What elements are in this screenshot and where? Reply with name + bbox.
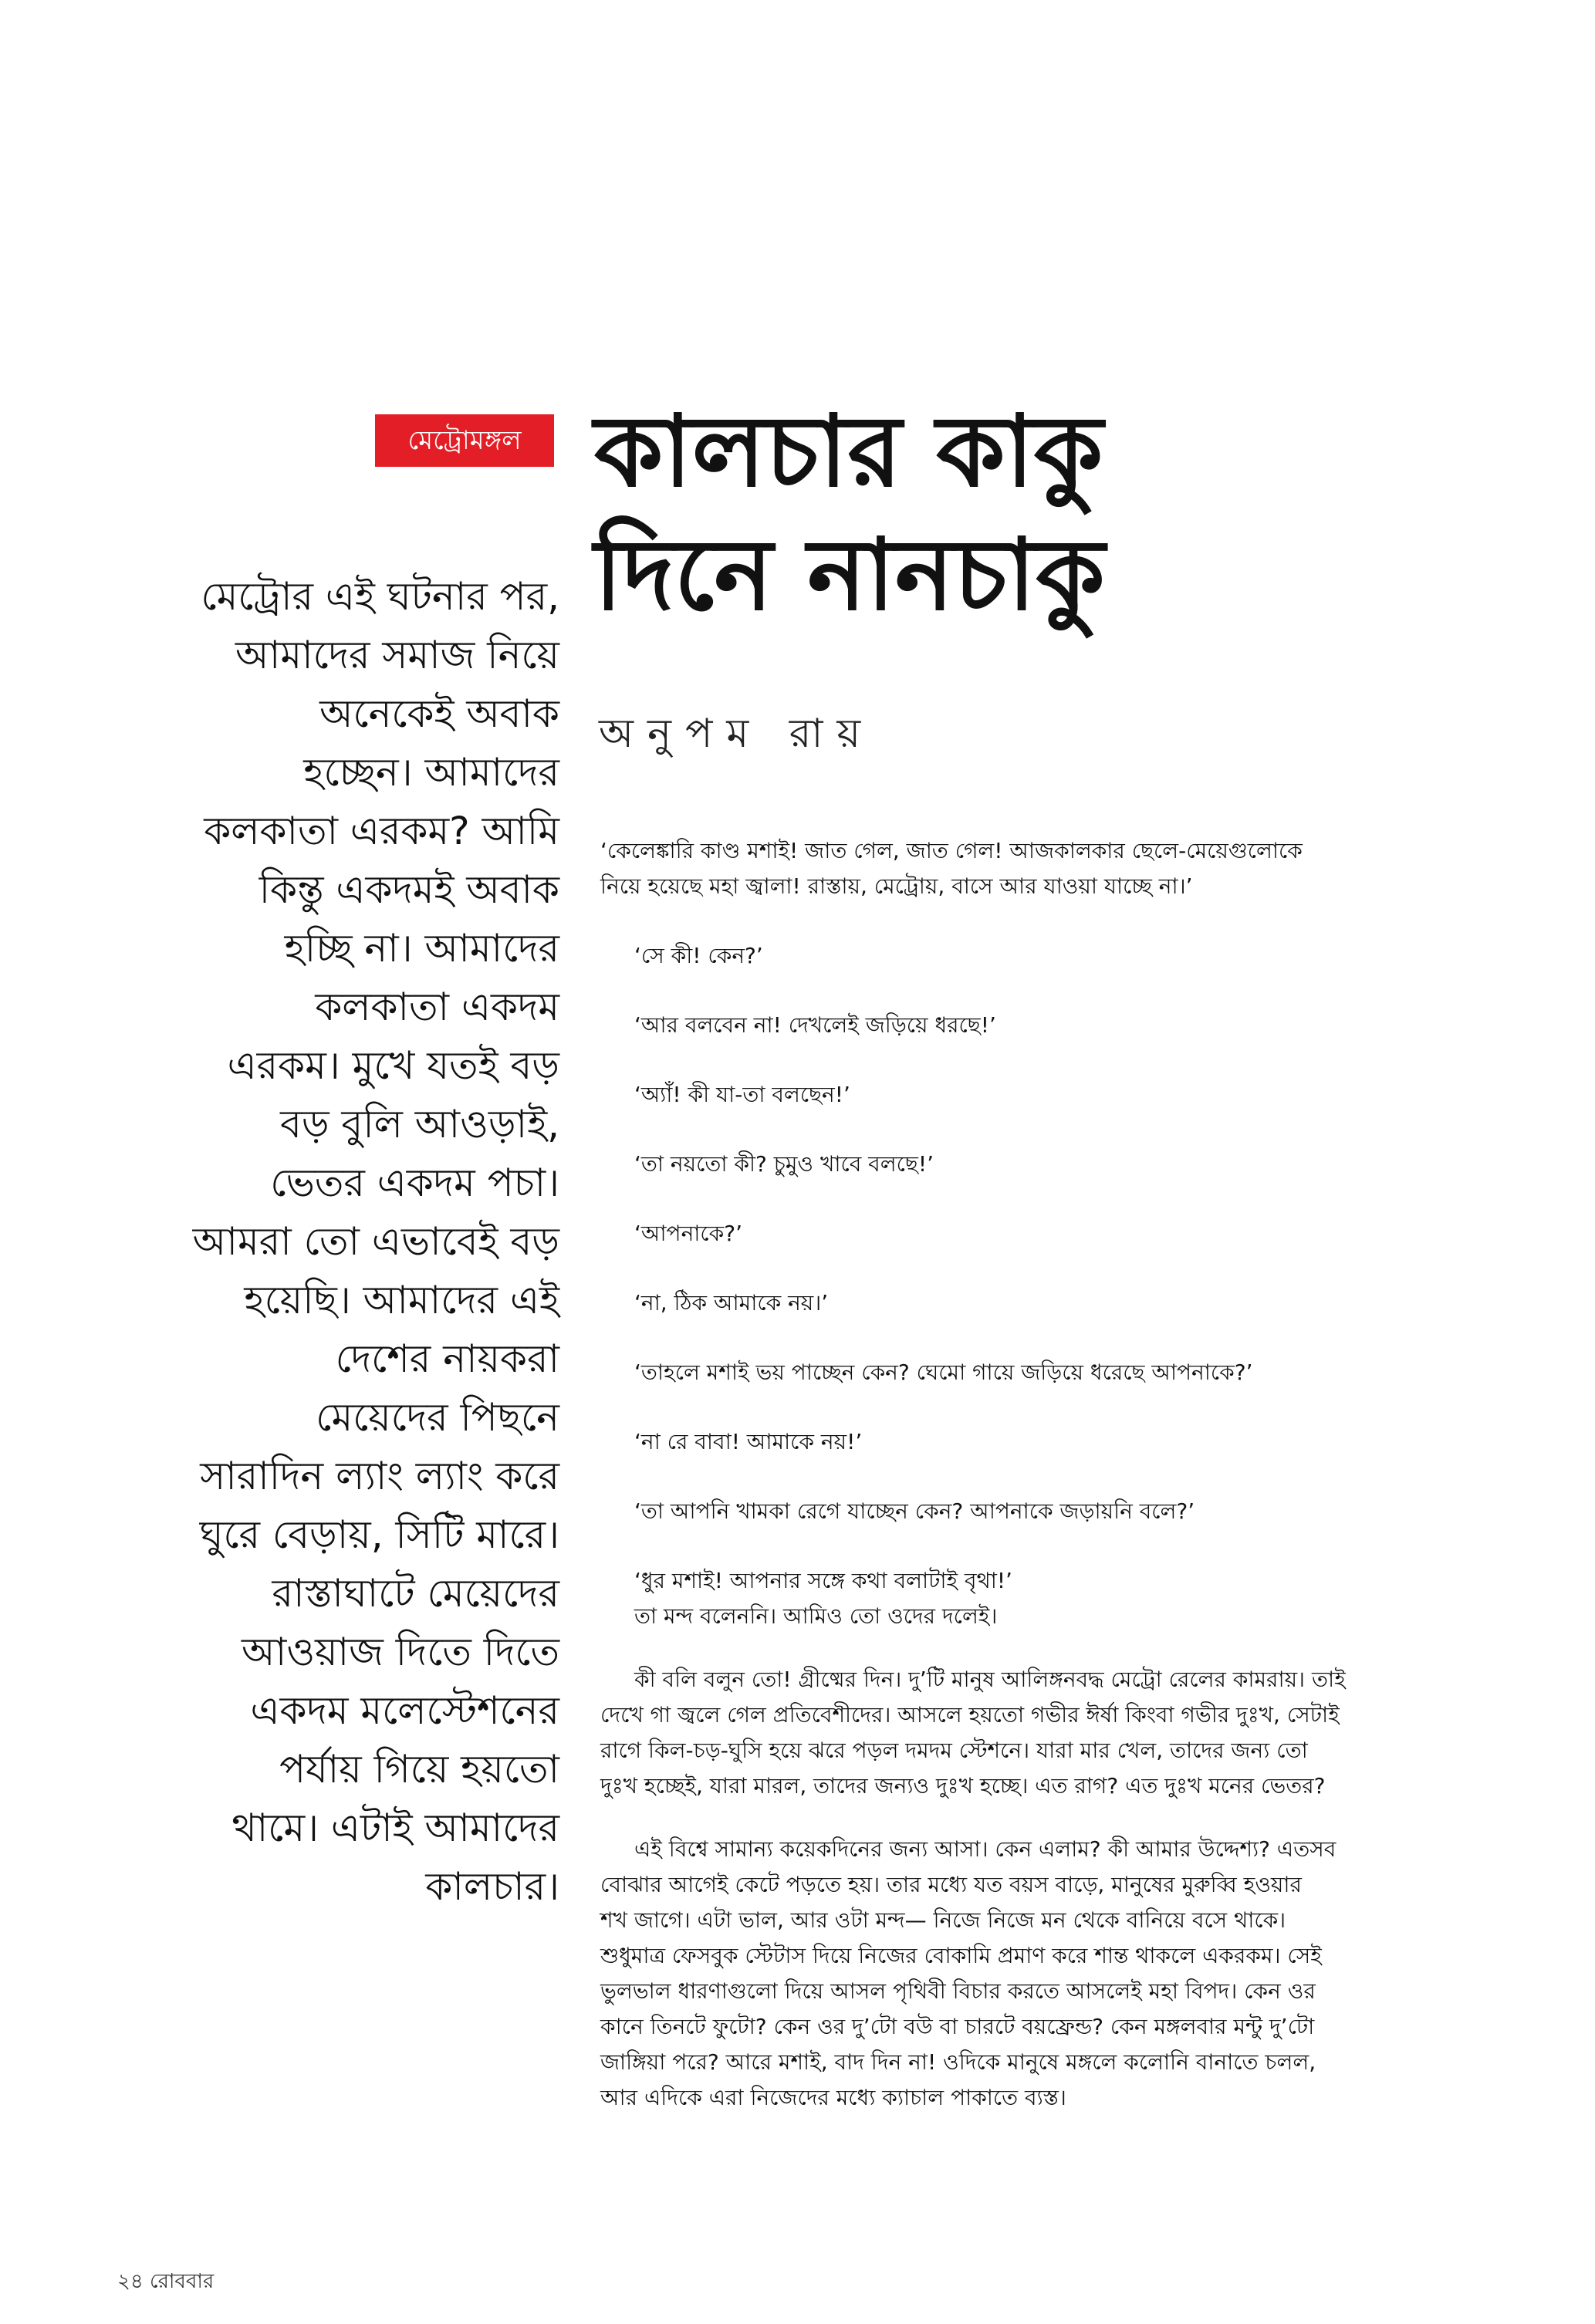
intro-line: ‘কেলেঙ্কারি কাণ্ড মশাই! জাত গেল, জাত গেল! আজকালকার ছেলে-মেয়েগুলোকে: [600, 838, 1303, 863]
paragraph-2-line: শুধুমাত্র ফেসবুক স্টেটাস দিয়ে নিজের বোকামি প্রমাণ করে শান্ত থাকলে একরকম। সেই: [600, 1943, 1322, 1968]
pullquote-line: থামে। এটাই আমাদের: [231, 1805, 559, 1850]
pullquote-line: আমাদের সমাজ নিয়ে: [235, 633, 559, 677]
dialogue-line: ‘তা নয়তো কী? চুমুও খাবে বলছে!’: [634, 1151, 934, 1177]
pullquote-line: দেশের নায়করা: [335, 1336, 559, 1381]
pullquote-line: এরকম। মুখে যতই বড়: [227, 1043, 559, 1088]
paragraph-2-line: কানে তিনটে ফুটো? কেন ওর দু’টো বউ বা চারটে বয়ফ্রেন্ড? কেন মঙ্গলবার মন্টু দু’টো: [600, 2014, 1315, 2039]
byline: অনুপম রায়: [599, 711, 875, 757]
section-tag: মেট্রোমঙ্গল: [375, 414, 554, 467]
headline-line-1: কালচার কাকু: [594, 394, 1103, 509]
paragraph-2-line: ভুলভাল ধারণাগুলো দিয়ে আসল পৃথিবী বিচার করতে আসলেই মহা বিপদ। কেন ওর: [600, 1978, 1316, 2004]
pullquote-line: অনেকেই অবাক: [319, 691, 559, 736]
paragraph-1-line: দেখে গা জ্বলে গেল প্রতিবেশীদের। আসলে হয়তো গভীর ঈর্ষা কিংবা গভীর দুঃখ, সেটাই: [600, 1702, 1340, 1728]
headline: [594, 390, 1520, 637]
pullquote-line: কিন্তু একদমই অবাক: [259, 867, 559, 912]
pullquote-line: ভেতর একদম পচা।: [270, 1160, 559, 1205]
dialogue-line: ‘সে কী! কেন?’: [634, 943, 763, 968]
pullquote-line: আওয়াজ দিতে দিতে: [242, 1630, 559, 1674]
dialogue-line: ‘না, ঠিক আমাকে নয়।’: [634, 1290, 829, 1316]
paragraph-2-line: জাঙ্গিয়া পরে? আরে মশাই, বাদ দিন না! ওদিকে মানুষে মঙ্গলে কলোনি বানাতে চলল,: [600, 2049, 1316, 2075]
paragraph-2-line: বোঝার আগেই কেটে পড়তে হয়। তার মধ্যে যত বয়স বাড়ে, মানুষের মুরুব্বি হওয়ার: [600, 1872, 1302, 1897]
pullquote-line: হচ্ছেন। আমাদের: [303, 750, 559, 795]
dialogue-line: ‘অ্যাঁ! কী যা-তা বলছেন!’: [634, 1082, 850, 1107]
pullquote-line: মেয়েদের পিছনে: [316, 1395, 559, 1440]
paragraph-1-line: দুঃখ হচ্ছেই, যারা মারল, তাদের জন্যও দুঃখ হচ্ছে। এত রাগ? এত দুঃখ মনের ভেতর?: [600, 1773, 1326, 1799]
pullquote-line: হয়েছি। আমাদের এই: [244, 1278, 559, 1322]
headline-line-2: দিনে নানচাকু: [594, 518, 1105, 633]
pullquote-line: সারাদিন ল্যাং ল্যাং করে: [200, 1454, 559, 1498]
intro-line: নিয়ে হয়েছে মহা জ্বালা! রাস্তায়, মেট্রোয়, বাসে আর যাওয়া যাচ্ছে না।’: [600, 873, 1193, 899]
article-body: [600, 833, 1449, 2116]
pullquote-line: হচ্ছি না। আমাদের: [284, 926, 559, 971]
paragraph-1-line: কী বলি বলুন তো! গ্রীষ্মের দিন। দু’টি মানুষ আলিঙ্গনবদ্ধ মেট্রো রেলের কামরায়। তাই: [634, 1667, 1346, 1692]
dialogue-line: ‘আর বলবেন না! দেখলেই জড়িয়ে ধরছে!’: [634, 1012, 996, 1038]
pullquote-line: কলকাতা এরকম? আমি: [204, 809, 559, 853]
paragraph-2-line: আর এদিকে এরা নিজেদের মধ্যে ক্যাচাল পাকাতে ব্যস্ত।: [600, 2085, 1066, 2110]
pullquote-line: মেট্রোর এই ঘটনার পর,: [201, 574, 559, 619]
dialogue-line: ‘আপনাকে?’: [634, 1221, 743, 1246]
pullquote: [116, 567, 559, 1916]
pullquote-line: আমরা তো এভাবেই বড়: [192, 1219, 559, 1264]
pullquote-line: ঘুরে বেড়ায়, সিটি মারে।: [199, 1512, 559, 1557]
pullquote-line: বড় বুলি আওড়াই,: [280, 1102, 559, 1147]
pullquote-line: একদম মলেস্টেশনের: [250, 1688, 559, 1733]
pullquote-line: রাস্তাঘাটে মেয়েদের: [272, 1571, 559, 1616]
pullquote-line: কলকাতা একদম: [315, 985, 559, 1029]
page-folio: ২৪ রোববার: [117, 2270, 215, 2293]
paragraph-1-line: রাগে কিল-চড়-ঘুসি হয়ে ঝরে পড়ল দমদম স্টেশনে। যারা মার খেল, তাদের জন্য তো: [600, 1738, 1308, 1763]
closing-dialogue-line: ‘ধুর মশাই! আপনার সঙ্গে কথা বলাটাই বৃথা!’: [634, 1568, 1012, 1593]
closing-dialogue-line: তা মন্দ বলেননি। আমিও তো ওদের দলেই।: [634, 1603, 998, 1629]
dialogue-line: ‘না রে বাবা! আমাকে নয়!’: [634, 1429, 863, 1454]
pullquote-line: পর্যায় গিয়ে হয়তো: [279, 1747, 559, 1792]
dialogue-line: ‘তা আপনি খামকা রেগে যাচ্ছেন কেন? আপনাকে জড়ায়নি বলে?’: [634, 1498, 1195, 1524]
paragraph-2-line: এই বিশ্বে সামান্য কয়েকদিনের জন্য আসা। কেন এলাম? কী আমার উদ্দেশ্য? এতসব: [634, 1836, 1336, 1862]
dialogue-line: ‘তাহলে মশাই ভয় পাচ্ছেন কেন? ঘেমো গায়ে জড়িয়ে ধরেছে আপনাকে?’: [634, 1360, 1253, 1385]
pullquote-line: কালচার।: [425, 1864, 559, 1909]
paragraph-2-line: শখ জাগে। এটা ভাল, আর ওটা মন্দ— নিজে নিজে মন থেকে বানিয়ে বসে থাকে।: [600, 1907, 1286, 1933]
